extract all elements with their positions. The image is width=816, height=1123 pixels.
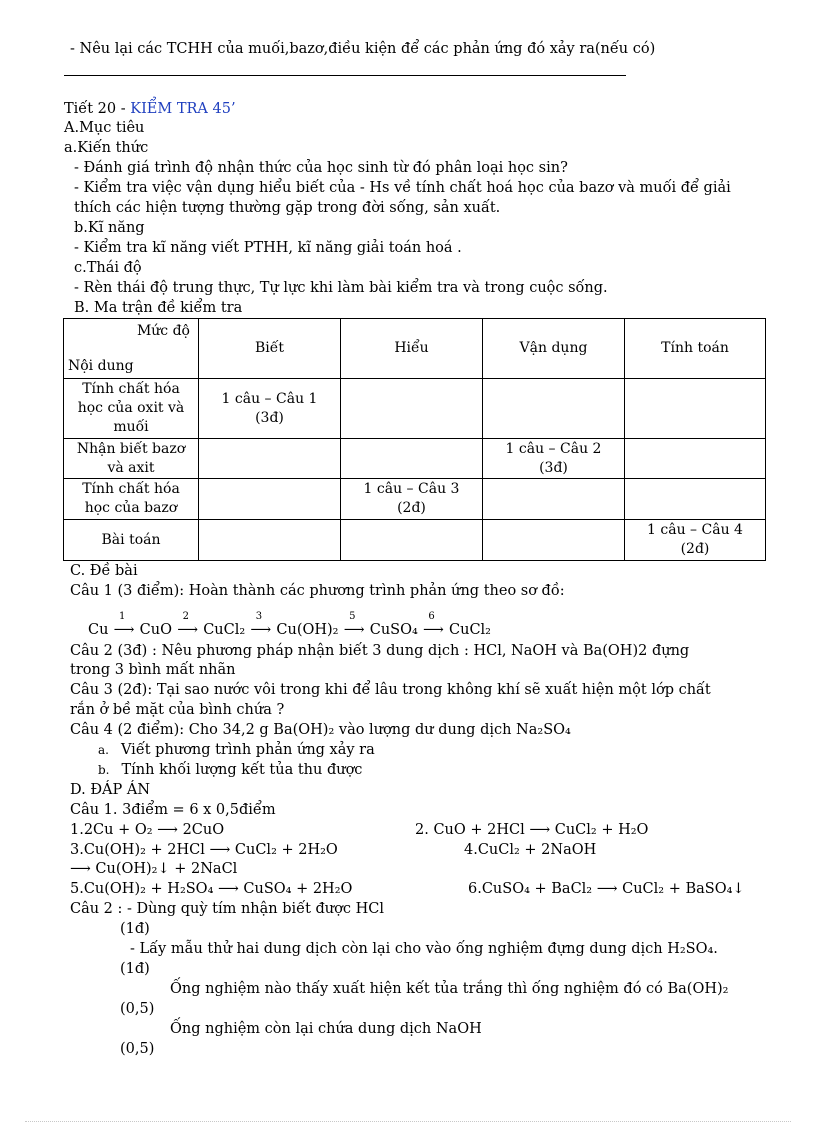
- answer-eq-1: 1.2Cu + O₂ ⟶ 2CuO: [70, 822, 225, 838]
- row-label: Nhận biết bazơ và axit: [64, 439, 199, 479]
- level-header: Hiểu: [341, 319, 483, 379]
- reaction-arrow-icon: 6 ⟶: [423, 611, 444, 638]
- answers-heading: D. ĐÁP ÁN: [70, 782, 151, 798]
- table-row: [64, 520, 766, 561]
- answer-1-heading: Câu 1. 3điểm = 6 x 0,5điểm: [70, 802, 276, 818]
- attitude-item: - Rèn thái độ trung thực, Tự lực khi làm bài kiểm tra và trong cuộc sống.: [74, 280, 608, 296]
- matrix-cell: [341, 520, 483, 561]
- matrix-heading: B. Ma trận đề kiểm tra: [74, 300, 243, 316]
- lesson-title: [64, 100, 236, 118]
- answer-2-line: - Lấy mẫu thử hai dung dịch còn lại cho vào ống nghiệm đựng dung dịch H₂SO₄.: [130, 941, 718, 957]
- answer-eq-2: 2. CuO + 2HCl ⟶ CuCl₂ + H₂O: [415, 822, 649, 838]
- reaction-arrow-icon: 3 ⟶: [250, 611, 272, 638]
- question-1: Câu 1 (3 điểm): Hoàn thành các phương trình phản ứng theo sơ đồ:: [70, 583, 565, 599]
- table-row: [64, 439, 766, 479]
- question-2-cont: trong 3 bình mất nhãn: [70, 662, 236, 678]
- matrix-cell: 1 câu – Câu 1 (3đ): [199, 379, 341, 439]
- answer-eq-6: 6.CuSO₄ + BaCl₂ ⟶ CuCl₂ + BaSO₄↓: [468, 881, 745, 897]
- exam-heading: C. Đề bài: [70, 563, 138, 579]
- scheme-species: CuCl₂: [203, 622, 246, 638]
- level-header: Biết: [199, 319, 341, 379]
- scheme-species: Cu(OH)₂: [276, 622, 339, 638]
- answer-points: (1đ): [120, 921, 150, 937]
- reaction-arrow-icon: 2 ⟶: [177, 611, 198, 638]
- lesson-prefix: Tiết 20 -: [64, 101, 131, 117]
- table-row: [64, 479, 766, 520]
- row-label: Tính chất hóa học của bazơ: [64, 479, 199, 520]
- matrix-cell: 1 câu – Câu 4 (2đ): [625, 520, 766, 561]
- question-3: Câu 3 (2đ): Tại sao nước vôi trong khi để lâu trong không khí sẽ xuất hiện một lớp chất: [70, 682, 711, 698]
- level-header: Vận dụng: [483, 319, 625, 379]
- row-label: Bài toán: [64, 520, 199, 561]
- answer-points: (0,5): [120, 1041, 155, 1057]
- page-bottom-border: [25, 1121, 791, 1122]
- level-header: Tính toán: [625, 319, 766, 379]
- attitude-heading: c.Thái độ: [74, 260, 142, 276]
- knowledge-item-2-cont: thích các hiện tượng thường gặp trong đời sống, sản xuất.: [74, 200, 501, 216]
- matrix-cell: 1 câu – Câu 3 (2đ): [341, 479, 483, 520]
- question-4: Câu 4 (2 điểm): Cho 34,2 g Ba(OH)₂ vào lượng dư dung dịch Na₂SO₄: [70, 722, 571, 738]
- reaction-scheme: [88, 611, 491, 639]
- separator-line: [64, 75, 626, 76]
- answer-eq-4: 4.CuCl₂ + 2NaOH: [464, 842, 597, 858]
- scheme-species: CuO: [139, 622, 172, 638]
- matrix-cell: [483, 520, 625, 561]
- corner-level-label: Mức độ: [136, 322, 190, 339]
- matrix-cell: [483, 379, 625, 439]
- review-note: - Nêu lại các TCHH của muối,bazơ,điều kiện để các phản ứng đó xảy ra(nếu có): [70, 41, 656, 57]
- scheme-species: Cu: [88, 622, 109, 638]
- objectives-heading: A.Mục tiêu: [64, 120, 145, 136]
- answer-eq-4-cont: ⟶ Cu(OH)₂↓ + 2NaCl: [70, 861, 238, 877]
- lesson-name: KIỂM TRA 45’: [130, 101, 236, 117]
- matrix-cell: [341, 439, 483, 479]
- matrix-cell: [341, 379, 483, 439]
- reaction-arrow-icon: 1 ⟶: [113, 611, 135, 638]
- matrix-cell: [625, 379, 766, 439]
- answer-eq-3: 3.Cu(OH)₂ + 2HCl ⟶ CuCl₂ + 2H₂O: [70, 842, 338, 858]
- question-2: Câu 2 (3đ) : Nêu phương pháp nhận biết 3 dung dịch : HCl, NaOH và Ba(OH)2 đựng: [70, 643, 690, 659]
- list-item: a. Viết phương trình phản ứng xảy ra: [98, 742, 375, 758]
- table-row: [64, 379, 766, 439]
- scheme-species: CuSO₄: [369, 622, 418, 638]
- row-label: Tính chất hóa học của oxit và muối: [64, 379, 199, 439]
- matrix-cell: [199, 439, 341, 479]
- answer-2-line: Ống nghiệm còn lại chứa dung dịch NaOH: [170, 1021, 482, 1037]
- matrix-cell: 1 câu – Câu 2 (3đ): [483, 439, 625, 479]
- reaction-arrow-icon: 5 ⟶: [343, 611, 365, 638]
- knowledge-item-1: - Đánh giá trình độ nhận thức của học sinh từ đó phân loại học sin?: [74, 160, 568, 176]
- answer-points: (0,5): [120, 1001, 155, 1017]
- answer-eq-5: 5.Cu(OH)₂ + H₂SO₄ ⟶ CuSO₄ + 2H₂O: [70, 881, 353, 897]
- matrix-header-row: [64, 319, 766, 379]
- knowledge-heading: a.Kiến thức: [64, 140, 149, 156]
- answer-2-line: Ống nghiệm nào thấy xuất hiện kết tủa trắng thì ống nghiệm đó có Ba(OH)₂: [170, 981, 729, 997]
- answer-points: (1đ): [120, 961, 150, 977]
- matrix-cell: [625, 479, 766, 520]
- test-matrix-table: [63, 318, 766, 561]
- corner-content-label: Nội dung: [68, 357, 134, 374]
- skill-heading: b.Kĩ năng: [74, 220, 145, 236]
- skill-item: - Kiểm tra kĩ năng viết PTHH, kĩ năng giải toán hoá .: [74, 240, 462, 256]
- answer-2-line: Câu 2 : - Dùng quỳ tím nhận biết được HCl: [70, 901, 384, 917]
- question-3-cont: rắn ở bề mặt của bình chứa ?: [70, 702, 285, 718]
- list-item: b. Tính khối lượng kết tủa thu được: [98, 762, 363, 778]
- matrix-cell: [483, 479, 625, 520]
- matrix-corner-cell: [64, 319, 199, 379]
- knowledge-item-2: - Kiểm tra việc vận dụng hiểu biết của - Hs về tính chất hoá học của bazơ và muối để giải: [74, 180, 731, 196]
- matrix-cell: [199, 479, 341, 520]
- scheme-species: CuCl₂: [449, 622, 491, 638]
- matrix-cell: [625, 439, 766, 479]
- matrix-cell: [199, 520, 341, 561]
